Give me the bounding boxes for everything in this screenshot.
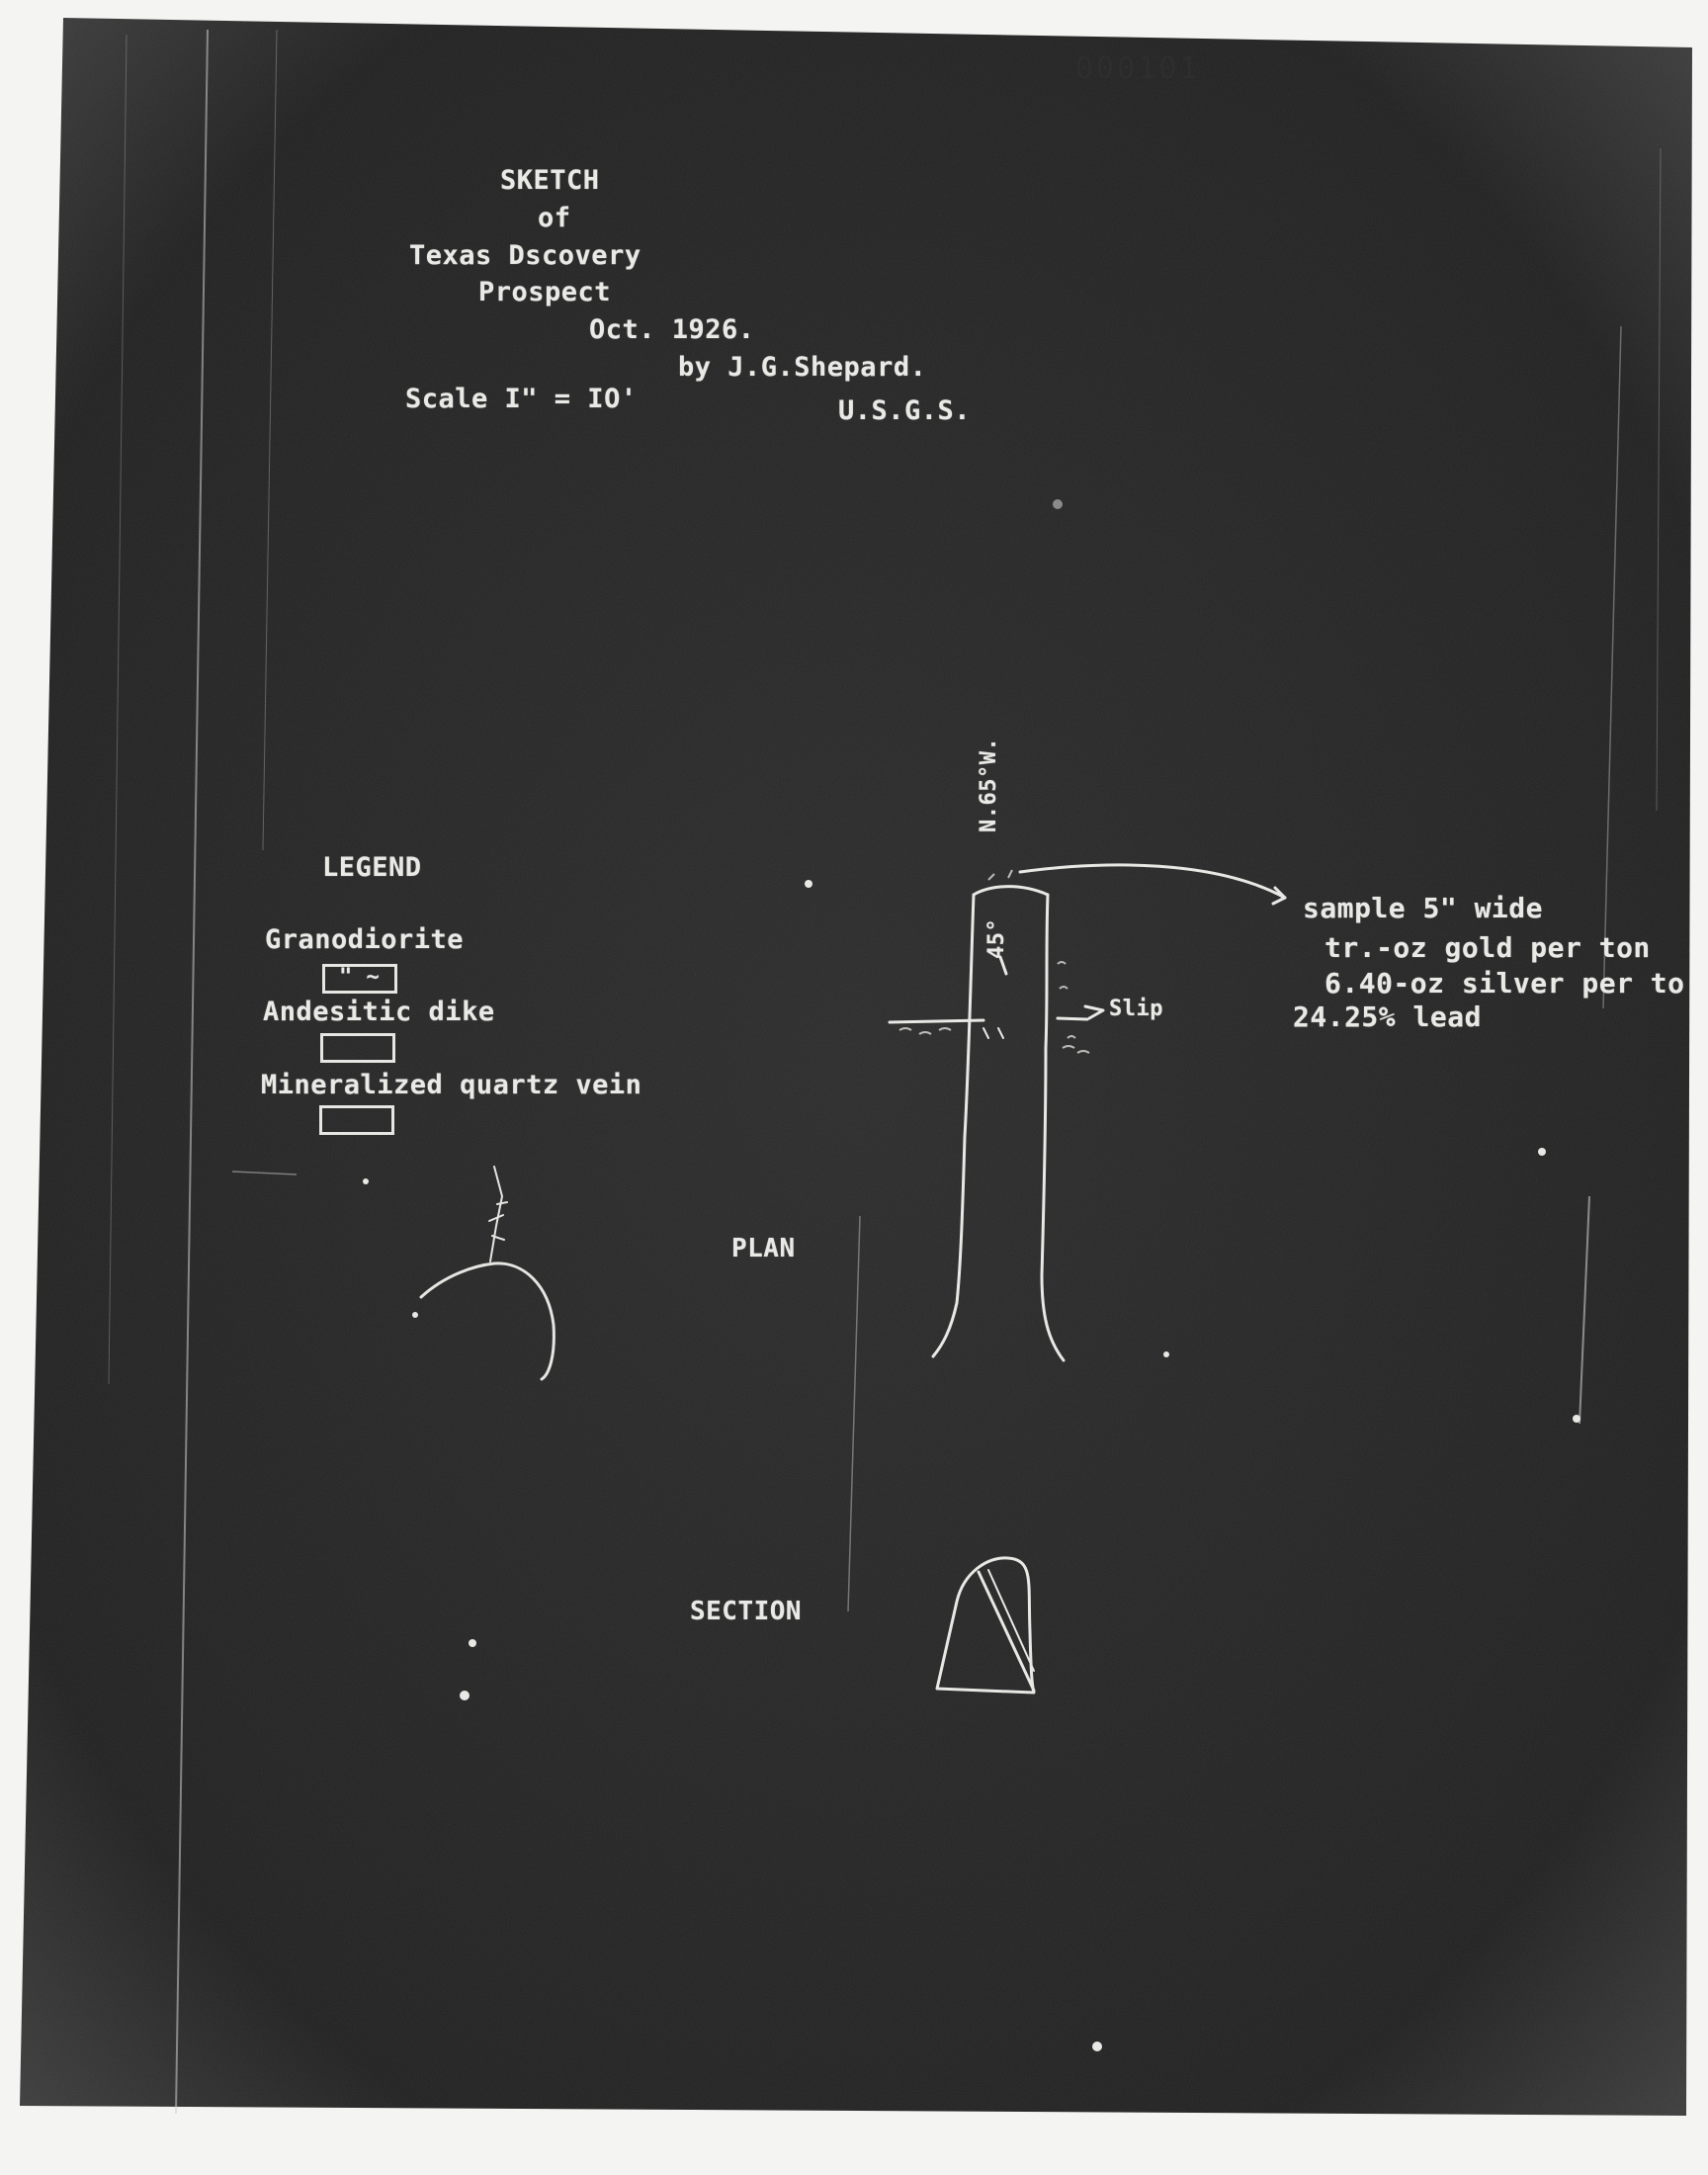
legend-label-granodiorite: Granodiorite	[265, 924, 465, 955]
section-label: SECTION	[690, 1597, 803, 1626]
legend-label-quartz-vein: Mineralized quartz vein	[261, 1070, 642, 1100]
title-date: Oct. 1926.	[589, 314, 755, 345]
legend-heading: LEGEND	[322, 852, 422, 883]
title-author: by J.G.Shepard.	[678, 352, 927, 383]
title-prospect-name: Texas Dscovery	[409, 240, 641, 271]
sample-silver: 6.40-oz silver per to	[1324, 967, 1685, 1000]
sample-lead: 24.25% lead	[1293, 1000, 1482, 1033]
plan-label: PLAN	[731, 1234, 796, 1263]
granodiorite-pattern-mark: " ~	[339, 965, 381, 990]
title-prospect: Prospect	[478, 277, 612, 307]
strike-label: N.65°W.	[977, 737, 1001, 832]
title-of: of	[538, 203, 571, 233]
sample-header: sample 5" wide	[1303, 892, 1544, 924]
legend-label-andesitic-dike: Andesitic dike	[263, 997, 495, 1027]
dip-label: 45°	[984, 917, 1009, 959]
title-agency: U.S.G.S.	[838, 395, 972, 426]
title-sketch: SKETCH	[500, 165, 600, 196]
title-scale: Scale I" = IO'	[405, 384, 638, 414]
sample-gold: tr.-oz gold per ton	[1324, 931, 1651, 964]
slip-label: Slip	[1109, 997, 1163, 1021]
archive-stamp: 000101	[1075, 51, 1201, 86]
